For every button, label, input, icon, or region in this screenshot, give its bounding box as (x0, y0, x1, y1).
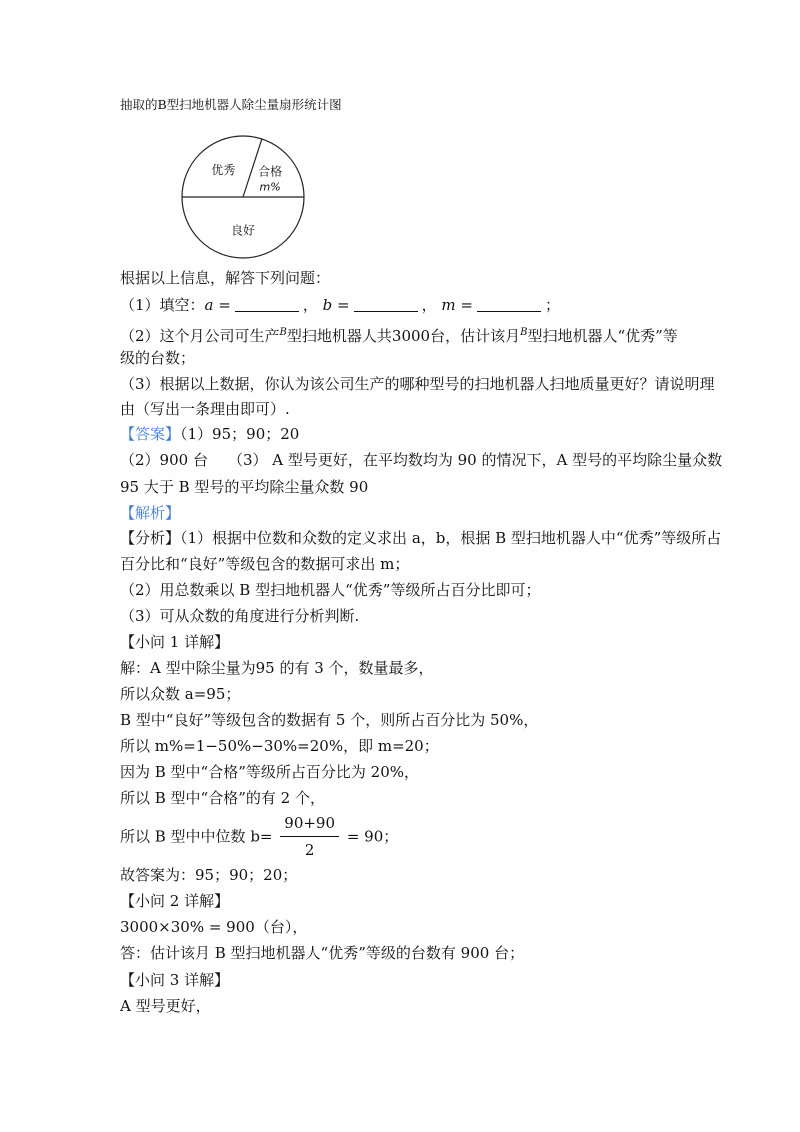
analysis-line2: 百分比和“良好”等级包含的数据可求出 m； (120, 555, 410, 573)
analysis-line1: 【分析】（1）根据中位数和众数的定义求出 a，b，根据 B 型扫地机器人中“优秀”等级所占 (120, 529, 722, 547)
question-3-line2: 由（写出一条理由即可）. (120, 400, 290, 418)
pie-slice-label: 良好 (230, 223, 256, 238)
answer-line2: （2）900 台 （3） A 型号更好，在平均数均为 90 的情况下，A 型号的平均除尘量众数 (120, 451, 723, 469)
question-2-line2: 级的台数； (120, 349, 196, 367)
sub3-heading: 【小问 3 详解】 (120, 971, 230, 989)
pie-chart (173, 127, 313, 267)
solution-line8: 故答案为：95；90；20； (120, 866, 298, 884)
solution-line9: 3000×30% = 900（台）， (120, 918, 308, 936)
sub2-heading: 【小问 2 详解】 (120, 892, 230, 910)
pie-slice-label: 合格 (258, 164, 283, 179)
intro-text: 根据以上信息，解答下列问题： (120, 269, 331, 287)
analysis-line3: （2）用总数乘以 B 型扫地机器人“优秀”等级所占百分比即可； (120, 581, 541, 599)
solution-line5: 因为 B 型中“合格”等级所占百分比为 20%， (120, 763, 420, 781)
answer-tag: 【答案】 (120, 425, 181, 443)
solution-line4: 所以 m%=1−50%−30%=20%，即 m=20； (120, 737, 439, 755)
analysis-line4: （3）可从众数的角度进行分析判断. (120, 607, 360, 625)
sub1-heading: 【小问 1 详解】 (120, 633, 230, 651)
solution-line6: 所以 B 型中“合格”的有 2 个， (120, 789, 325, 807)
solution-line2: 所以众数 a=95； (120, 685, 241, 703)
pie-slice-label: 优秀 (211, 162, 236, 177)
analysis-tag: 【解析】 (120, 504, 181, 522)
solution-line10: 答：估计该月 B 型扫地机器人“优秀”等级的台数有 900 台； (120, 944, 525, 962)
question-3-line1: （3）根据以上数据，你认为该公司生产的哪种型号的扫地机器人扫地质量更好？请说明理 (120, 375, 715, 393)
answer-line3: 95 大于 B 型号的平均除尘量众数 90 (120, 478, 369, 496)
question-1: （1）填空：a = ， b = ， m = ； (120, 296, 560, 314)
pie-slice-sublabel: m% (259, 180, 281, 194)
question-2-line1: （2）这个月公司可生产$^B$型扫地机器人共3000台，估计该月$^B$型扫地机器人“优秀”等 (120, 327, 678, 345)
median-fraction: $\frac{90+90}{2}$ (280, 812, 339, 861)
solution-line1: 解：A 型中除尘量为95 的有 3 个，数量最多， (120, 659, 434, 677)
solution-line3: B 型中“良好”等级包含的数据有 5 个，则所占百分比为 50%， (120, 711, 539, 729)
solution-median: 所以 B 型中中位数 b= $\frac{90+90}{2}$ = 90； (120, 814, 399, 859)
solution-line11: A 型号更好， (120, 997, 211, 1015)
answer-line1: 【答案】（1）95；90；20 (120, 425, 300, 443)
chart-title: 抽取的B型扫地机器人除尘量扇形统计图 (120, 97, 342, 112)
